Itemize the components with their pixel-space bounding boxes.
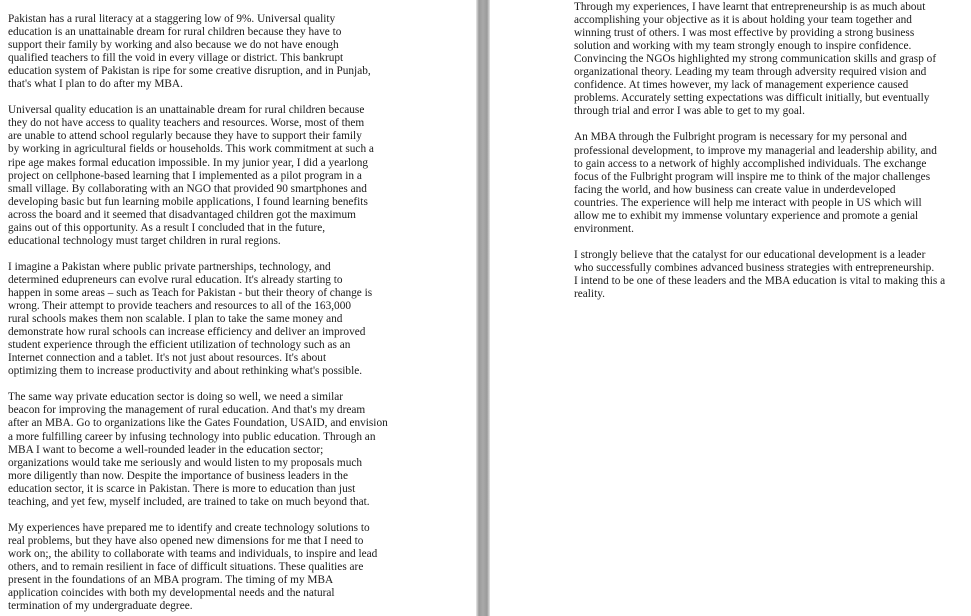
text-line: education is an unattainable dream for rural children because they have to <box>8 26 342 39</box>
text-line: MBA I want to become a well-rounded leader in the education sector; <box>8 443 324 456</box>
text-line: present in the foundations of an MBA program. The timing of my MBA <box>8 574 334 587</box>
document-page-right <box>490 0 971 616</box>
text-line: others, and to remain resilient in face of difficult situations. These qualities are <box>8 560 364 573</box>
text-line: determined edupreneurs can evolve rural education. It's already starting to <box>8 273 343 286</box>
text-line: qualified teachers to fill the void in every village or district. This bankrupt <box>8 52 344 65</box>
text-line: I strongly believe that the catalyst for our educational development is a leader <box>574 248 926 261</box>
text-line: support their family by working and also because we do not have enough <box>8 39 339 52</box>
text-line: education sector, it is scarce in Pakistan. There is more to education than just <box>8 482 356 495</box>
text-line: happen in some areas – such as Teach for Pakistan - but their theory of change is <box>8 286 373 299</box>
text-line: solution and working with my team strongly enough to inspire confidence. <box>574 40 912 53</box>
text-line: countries. The experience will help me interact with people in US which will <box>574 196 922 209</box>
text-line: that's what I plan to do after my MBA. <box>8 78 183 91</box>
text-line: wrong. Their attempt to provide teachers and resources to all of the 163,000 <box>8 300 351 313</box>
text-line: work on;, the ability to collaborate with teams and individuals, to inspire and lead <box>8 547 378 560</box>
text-line: demonstrate how rural schools can increase efficiency and deliver an improved <box>8 326 366 339</box>
text-line: accomplishing your objective as it is about holding your team together and <box>574 14 912 27</box>
text-line: application coincides with both my developmental needs and the natural <box>8 587 335 600</box>
text-line: organizational theory. Leading my team through adversity required vision and <box>574 66 927 79</box>
text-line: across the board and it seemed that disadvantaged children got the maximum <box>8 208 356 221</box>
text-line: small village. By collaborating with an NGO that provided 90 smartphones and <box>8 182 367 195</box>
text-line: reality. <box>574 288 605 301</box>
text-line: a more fulfilling career by infusing technology into public education. Through an <box>8 430 376 443</box>
text-line: Pakistan has a rural literacy at a staggering low of 9%. Universal quality <box>8 13 336 25</box>
text-line: problems. Accurately setting expectations was difficult initially, but eventually <box>574 92 930 105</box>
text-line: allow me to exhibit my immense voluntary experience and promote a genial <box>574 209 919 222</box>
paragraph-fulbright-mba <box>574 131 966 235</box>
page-gutter-divider <box>476 0 490 616</box>
text-line: after an MBA. Go to organizations like the Gates Foundation, USAID, and envision <box>8 417 388 430</box>
text-line: optimizing them to increase productivity and about rethinking what's possible. <box>8 365 363 378</box>
text-line: who successfully combines advanced business strategies with entrepreneurship. <box>574 261 935 274</box>
text-line: Through my experiences, I have learnt that entrepreneurship is as much about <box>574 1 926 13</box>
text-line: Internet connection and a tablet. It's not just about resources. It's about <box>8 352 327 365</box>
text-line: educational technology must target children in rural regions. <box>8 234 281 247</box>
text-line: termination of my undergraduate degree. <box>8 600 193 613</box>
text-line: beacon for improving the management of rural education. And that's my dream <box>8 404 366 417</box>
text-line: more diligently than now. Despite the importance of business leaders in the <box>8 469 348 482</box>
text-line: My experiences have prepared me to identify and create technology solutions to <box>8 521 370 534</box>
text-line: Convincing the NGOs highlighted my strong communication skills and grasp of <box>574 53 937 66</box>
text-line: they do not have access to quality teachers and resources. Worse, most of them <box>8 117 365 130</box>
text-line: education system of Pakistan is ripe for some creative disruption, and in Punjab, <box>8 65 371 78</box>
text-line: through trial and error I was able to get to my goal. <box>574 105 805 118</box>
text-line: are unable to attend school regularly because they have to support their family <box>8 130 362 143</box>
text-line: by working in agricultural fields or households. This work commitment at such a <box>8 143 374 156</box>
document-page-left <box>0 0 476 616</box>
text-line: developing basic but fun learning mobile applications, I found learning benefits <box>8 195 368 208</box>
text-line: project on cellphone-based learning that I implemented as a pilot program in a <box>8 169 362 182</box>
text-line: winning trust of others. I was most effective by providing a strong business <box>574 27 915 40</box>
text-line: facing the world, and how business can create value in underdeveloped <box>574 183 896 196</box>
text-line: confidence. At times however, my lack of management experience caused <box>574 79 909 92</box>
text-line: focus of the Fulbright program will inspire me to think of the major challenges <box>574 170 931 183</box>
text-line: teaching, and yet few, myself included, are trained to take on much beyond that. <box>8 495 370 508</box>
text-line: to gain access to a network of highly accomplished individuals. The exchange <box>574 157 927 170</box>
paragraph-imagine-pakistan <box>8 261 400 378</box>
text-line: student experience through the efficient utilization of technology such as an <box>8 339 351 352</box>
text-line: professional development, to improve my managerial and leadership ability, and <box>574 144 937 157</box>
text-line: rural schools makes them non scalable. I plan to take the same money and <box>8 313 343 326</box>
text-line: real problems, but they have also opened new dimensions for me that I need to <box>8 534 364 547</box>
paragraph-private-education <box>8 391 400 508</box>
text-line: organizations would take me seriously and would listen to my proposals much <box>8 456 363 469</box>
text-line: environment. <box>574 222 634 235</box>
paragraph-conclusion <box>574 249 966 301</box>
page-body-right <box>574 1 966 314</box>
text-line: The same way private education sector is doing so well, we need a similar <box>8 391 344 404</box>
page-body-left <box>8 13 400 616</box>
paragraph-rural-literacy <box>8 13 400 91</box>
text-line: gains out of this opportunity. As a result I concluded that in the future, <box>8 221 326 234</box>
text-line: I imagine a Pakistan where public private partnerships, technology, and <box>8 260 331 273</box>
paragraph-universal-education <box>8 104 400 248</box>
paragraph-entrepreneurship <box>574 1 966 118</box>
text-line: An MBA through the Fulbright program is necessary for my personal and <box>574 131 907 144</box>
text-line: Universal quality education is an unattainable dream for rural children because <box>8 104 365 117</box>
paragraph-experiences <box>8 522 400 613</box>
text-line: ripe age makes formal education impossible. In my junior year, I did a yearlong <box>8 156 368 169</box>
text-line: I intend to be one of these leaders and the MBA education is vital to making this a <box>574 274 946 287</box>
